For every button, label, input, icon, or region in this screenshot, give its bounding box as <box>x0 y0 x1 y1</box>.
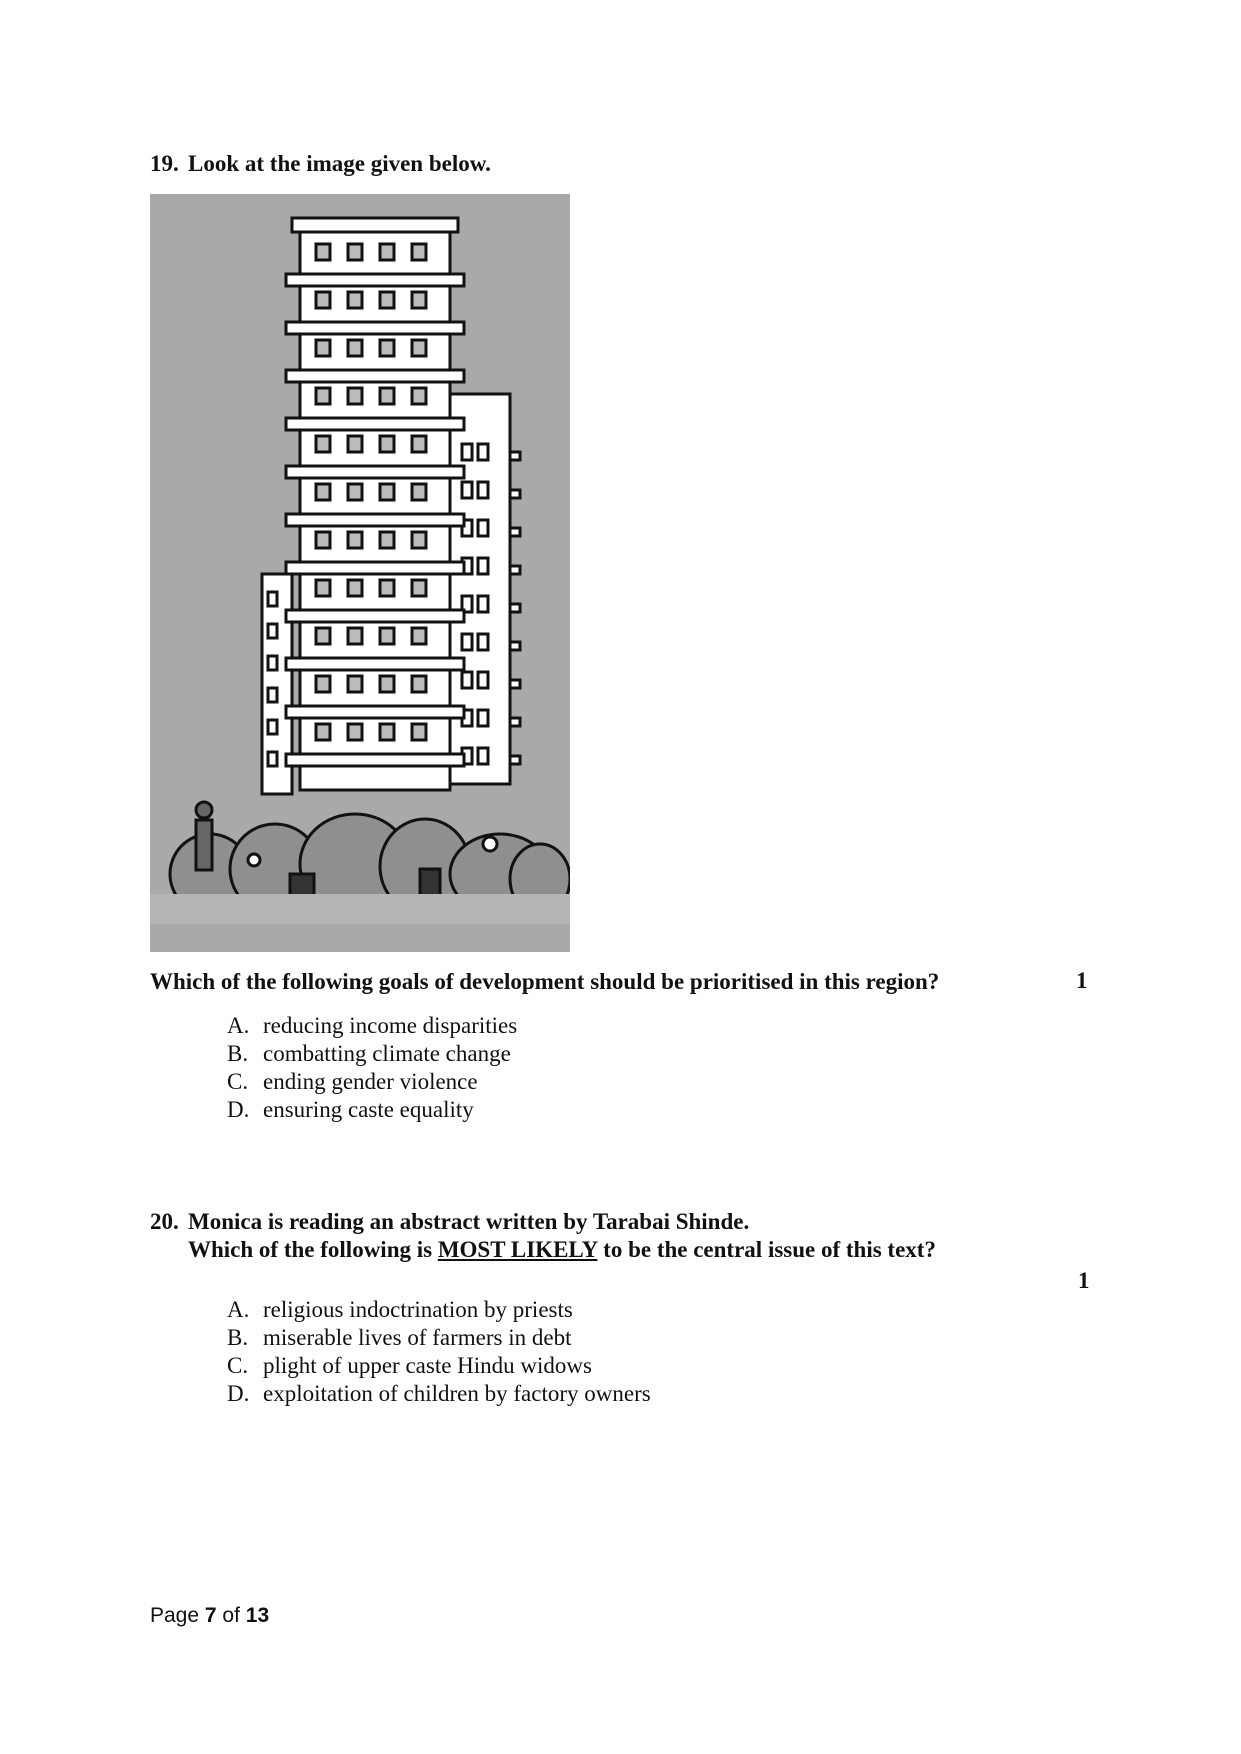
question-prompt-text: Look at the image given below. <box>188 151 491 176</box>
question-20-line2 <box>188 1236 936 1264</box>
option-text: ending gender violence <box>263 1069 478 1094</box>
side-window <box>478 596 488 612</box>
side-window <box>268 688 277 702</box>
window <box>412 580 426 596</box>
window <box>412 436 426 452</box>
option-text: religious indoctrination by priests <box>263 1297 573 1322</box>
window <box>348 724 362 740</box>
option-letter: A. <box>227 1297 250 1322</box>
floor-balcony <box>286 754 464 766</box>
window <box>412 532 426 548</box>
person-body <box>196 820 212 870</box>
floor-balcony <box>286 706 464 718</box>
window <box>412 628 426 644</box>
side-window <box>478 710 488 726</box>
option-text: ensuring caste equality <box>263 1097 474 1122</box>
window <box>316 436 330 452</box>
option-letter: B. <box>227 1325 249 1350</box>
window <box>348 244 362 260</box>
question-19-prompt <box>150 150 491 178</box>
window <box>380 244 394 260</box>
footer-of: of <box>222 1604 240 1627</box>
side-ledge <box>510 680 520 688</box>
emphasis-most-likely: MOST LIKELY <box>437 1237 598 1262</box>
window <box>380 388 394 404</box>
option-a[interactable] <box>227 1012 517 1040</box>
window <box>316 532 330 548</box>
window <box>412 724 426 740</box>
option-letter: D. <box>227 1097 250 1122</box>
side-window <box>462 672 472 688</box>
window <box>316 484 330 500</box>
side-ledge <box>510 642 520 650</box>
option-text: combatting climate change <box>263 1041 511 1066</box>
window <box>412 676 426 692</box>
option-text: plight of upper caste Hindu widows <box>263 1353 592 1378</box>
option-letter: C. <box>227 1353 249 1378</box>
window <box>316 676 330 692</box>
side-window <box>478 482 488 498</box>
side-window <box>268 592 277 606</box>
window <box>316 628 330 644</box>
floor-balcony <box>286 658 464 670</box>
option-b[interactable] <box>227 1040 511 1068</box>
question-text-after: to be the central issue of this text? <box>603 1237 936 1262</box>
window <box>412 292 426 308</box>
floor-balcony <box>286 274 464 286</box>
window <box>316 724 330 740</box>
side-window <box>462 482 472 498</box>
option-letter: D. <box>227 1381 250 1406</box>
floor-balcony <box>286 514 464 526</box>
window <box>380 340 394 356</box>
side-window <box>268 752 277 766</box>
hut-door <box>420 869 440 897</box>
question-19-text: Which of the following goals of development should be prioritised in this region? <box>150 969 940 994</box>
window <box>380 676 394 692</box>
option-a[interactable] <box>227 1296 573 1324</box>
side-window <box>478 444 488 460</box>
child-head <box>248 854 260 866</box>
person-head <box>196 802 212 818</box>
total-pages: 13 <box>245 1604 270 1627</box>
window <box>348 340 362 356</box>
option-letter: A. <box>227 1013 250 1038</box>
window <box>348 484 362 500</box>
option-text: miserable lives of farmers in debt <box>263 1325 572 1350</box>
window <box>348 628 362 644</box>
window <box>316 244 330 260</box>
window <box>348 676 362 692</box>
window <box>348 436 362 452</box>
question-number: 19. <box>150 151 179 176</box>
window <box>348 292 362 308</box>
roof-slab <box>292 218 458 232</box>
floor-balcony <box>286 610 464 622</box>
side-window <box>268 720 277 734</box>
side-window <box>478 520 488 536</box>
option-c[interactable] <box>227 1352 592 1380</box>
marks-label: 1 <box>1078 1268 1090 1293</box>
window <box>412 388 426 404</box>
window <box>380 628 394 644</box>
option-letter: B. <box>227 1041 249 1066</box>
window <box>348 532 362 548</box>
side-window <box>478 634 488 650</box>
footer-prefix: Page <box>150 1604 200 1627</box>
current-page: 7 <box>204 1604 217 1627</box>
option-b[interactable] <box>227 1324 571 1352</box>
window <box>316 580 330 596</box>
cartoon-highrise-and-slum-image <box>150 194 570 952</box>
window <box>380 580 394 596</box>
building-illustration <box>150 194 570 952</box>
option-letter: C. <box>227 1069 249 1094</box>
window <box>380 292 394 308</box>
page-footer <box>150 1604 269 1628</box>
floor-balcony <box>286 562 464 574</box>
window <box>316 340 330 356</box>
window <box>380 532 394 548</box>
option-c[interactable] <box>227 1068 478 1096</box>
window <box>348 388 362 404</box>
side-window <box>478 748 488 764</box>
side-ledge <box>510 604 520 612</box>
side-window <box>478 558 488 574</box>
question-20-line1 <box>150 1208 749 1236</box>
question-text-before: Which of the following is <box>188 1237 433 1262</box>
ground <box>150 894 570 924</box>
side-window <box>268 624 277 638</box>
side-ledge <box>510 490 520 498</box>
side-window <box>478 672 488 688</box>
option-text: exploitation of children by factory owners <box>263 1381 651 1406</box>
window <box>380 484 394 500</box>
side-window <box>462 634 472 650</box>
floor-balcony <box>286 370 464 382</box>
window <box>316 292 330 308</box>
side-window <box>268 656 277 670</box>
side-ledge <box>510 756 520 764</box>
option-d[interactable] <box>227 1380 651 1408</box>
window <box>380 436 394 452</box>
side-ledge <box>510 718 520 726</box>
window <box>348 580 362 596</box>
side-ledge <box>510 452 520 460</box>
window <box>316 388 330 404</box>
window <box>380 724 394 740</box>
window <box>412 340 426 356</box>
side-ledge <box>510 528 520 536</box>
window <box>412 244 426 260</box>
marks-label: 1 <box>1076 968 1088 993</box>
question-text: Monica is reading an abstract written by Tarabai Shinde. <box>188 1209 750 1234</box>
option-text: reducing income disparities <box>263 1013 518 1038</box>
floor-balcony <box>286 466 464 478</box>
floor-balcony <box>286 322 464 334</box>
question-number: 20. <box>150 1209 179 1234</box>
option-d[interactable] <box>227 1096 474 1124</box>
side-window <box>462 444 472 460</box>
window <box>412 484 426 500</box>
floor-balcony <box>286 418 464 430</box>
side-ledge <box>510 566 520 574</box>
person-head <box>483 837 497 851</box>
